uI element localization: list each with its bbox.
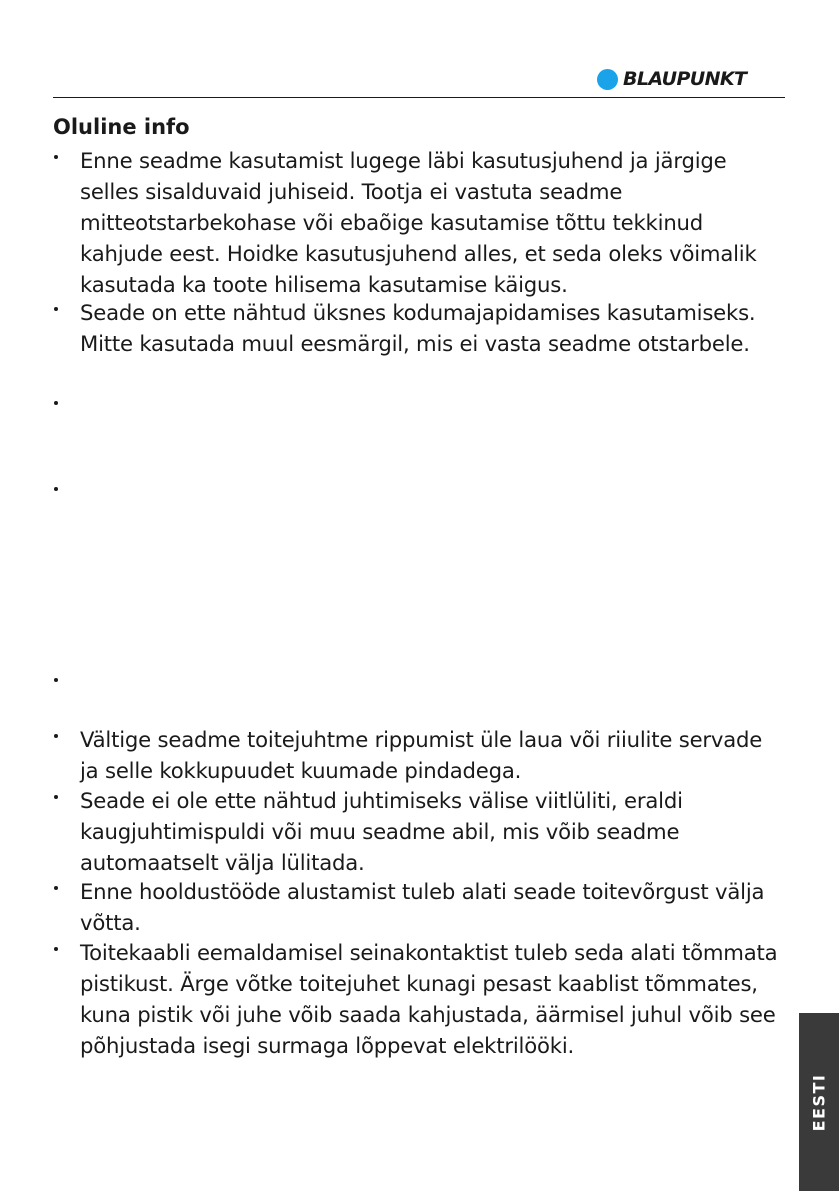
language-tab bbox=[799, 1013, 839, 1191]
brand-name: BLAUPUNKT bbox=[623, 68, 747, 90]
bullet-icon bbox=[54, 795, 58, 799]
section-title: Oluline info bbox=[53, 115, 190, 139]
brand-logo bbox=[597, 67, 746, 91]
bullet-icon bbox=[54, 307, 58, 311]
header-divider bbox=[53, 97, 785, 98]
list-item-text: Vältige seadme toitejuhtme rippumist üle laua või riiulite servade ja selle kokkupuudet kuumade pindadega. bbox=[80, 727, 763, 783]
list-item-text: Seade ei ole ette nähtud juhtimiseks välise viitlüliti, eraldi kaugjuhtimispuldi või muu seadme abil, mis võib seadme automaatselt välja lülitada. bbox=[80, 788, 683, 875]
bullet-icon bbox=[54, 886, 58, 890]
brand-dot-icon bbox=[597, 69, 618, 90]
bullet-icon bbox=[54, 734, 58, 738]
list-item-text: Seade on ette nähtud üksnes kodumajapidamises kasutamiseks. Mitte kasutada muul eesmärgil, mis ei vasta seadme otstarbele. bbox=[80, 300, 756, 356]
list-item-text: Enne seadme kasutamist lugege läbi kasutusjuhend ja järgige selles sisalduvaid juhiseid. Tootja ei vastuta seadme mitteotstarbekohase või ebaõige kasutamise tõttu tekkinud kahjude eest. Hoidke kasutusjuhend alles, et seda oleks võimalik kasutada ka toote hilisema kasutamise käigus. bbox=[80, 148, 757, 297]
list-item-text: Toitekaabli eemaldamisel seinakontaktist tuleb seda alati tõmmata pistikust. Ärge võtke toitejuhet kunagi pesast kaablist tõmmates, kuna pistik või juhe võib saada kahjustada, äärmisel juhul võib see põhjustada isegi surmaga lõppevat elektrilööki. bbox=[80, 940, 778, 1058]
bullet-icon bbox=[54, 401, 58, 405]
bullet-icon bbox=[54, 678, 58, 682]
language-label: EESTI bbox=[809, 1073, 829, 1131]
bullet-icon bbox=[54, 487, 58, 491]
list-item-text: Enne hooldustööde alustamist tuleb alati seade toitevõrgust välja võtta. bbox=[80, 879, 765, 935]
bullet-icon bbox=[54, 155, 58, 159]
bullet-icon bbox=[54, 947, 58, 951]
